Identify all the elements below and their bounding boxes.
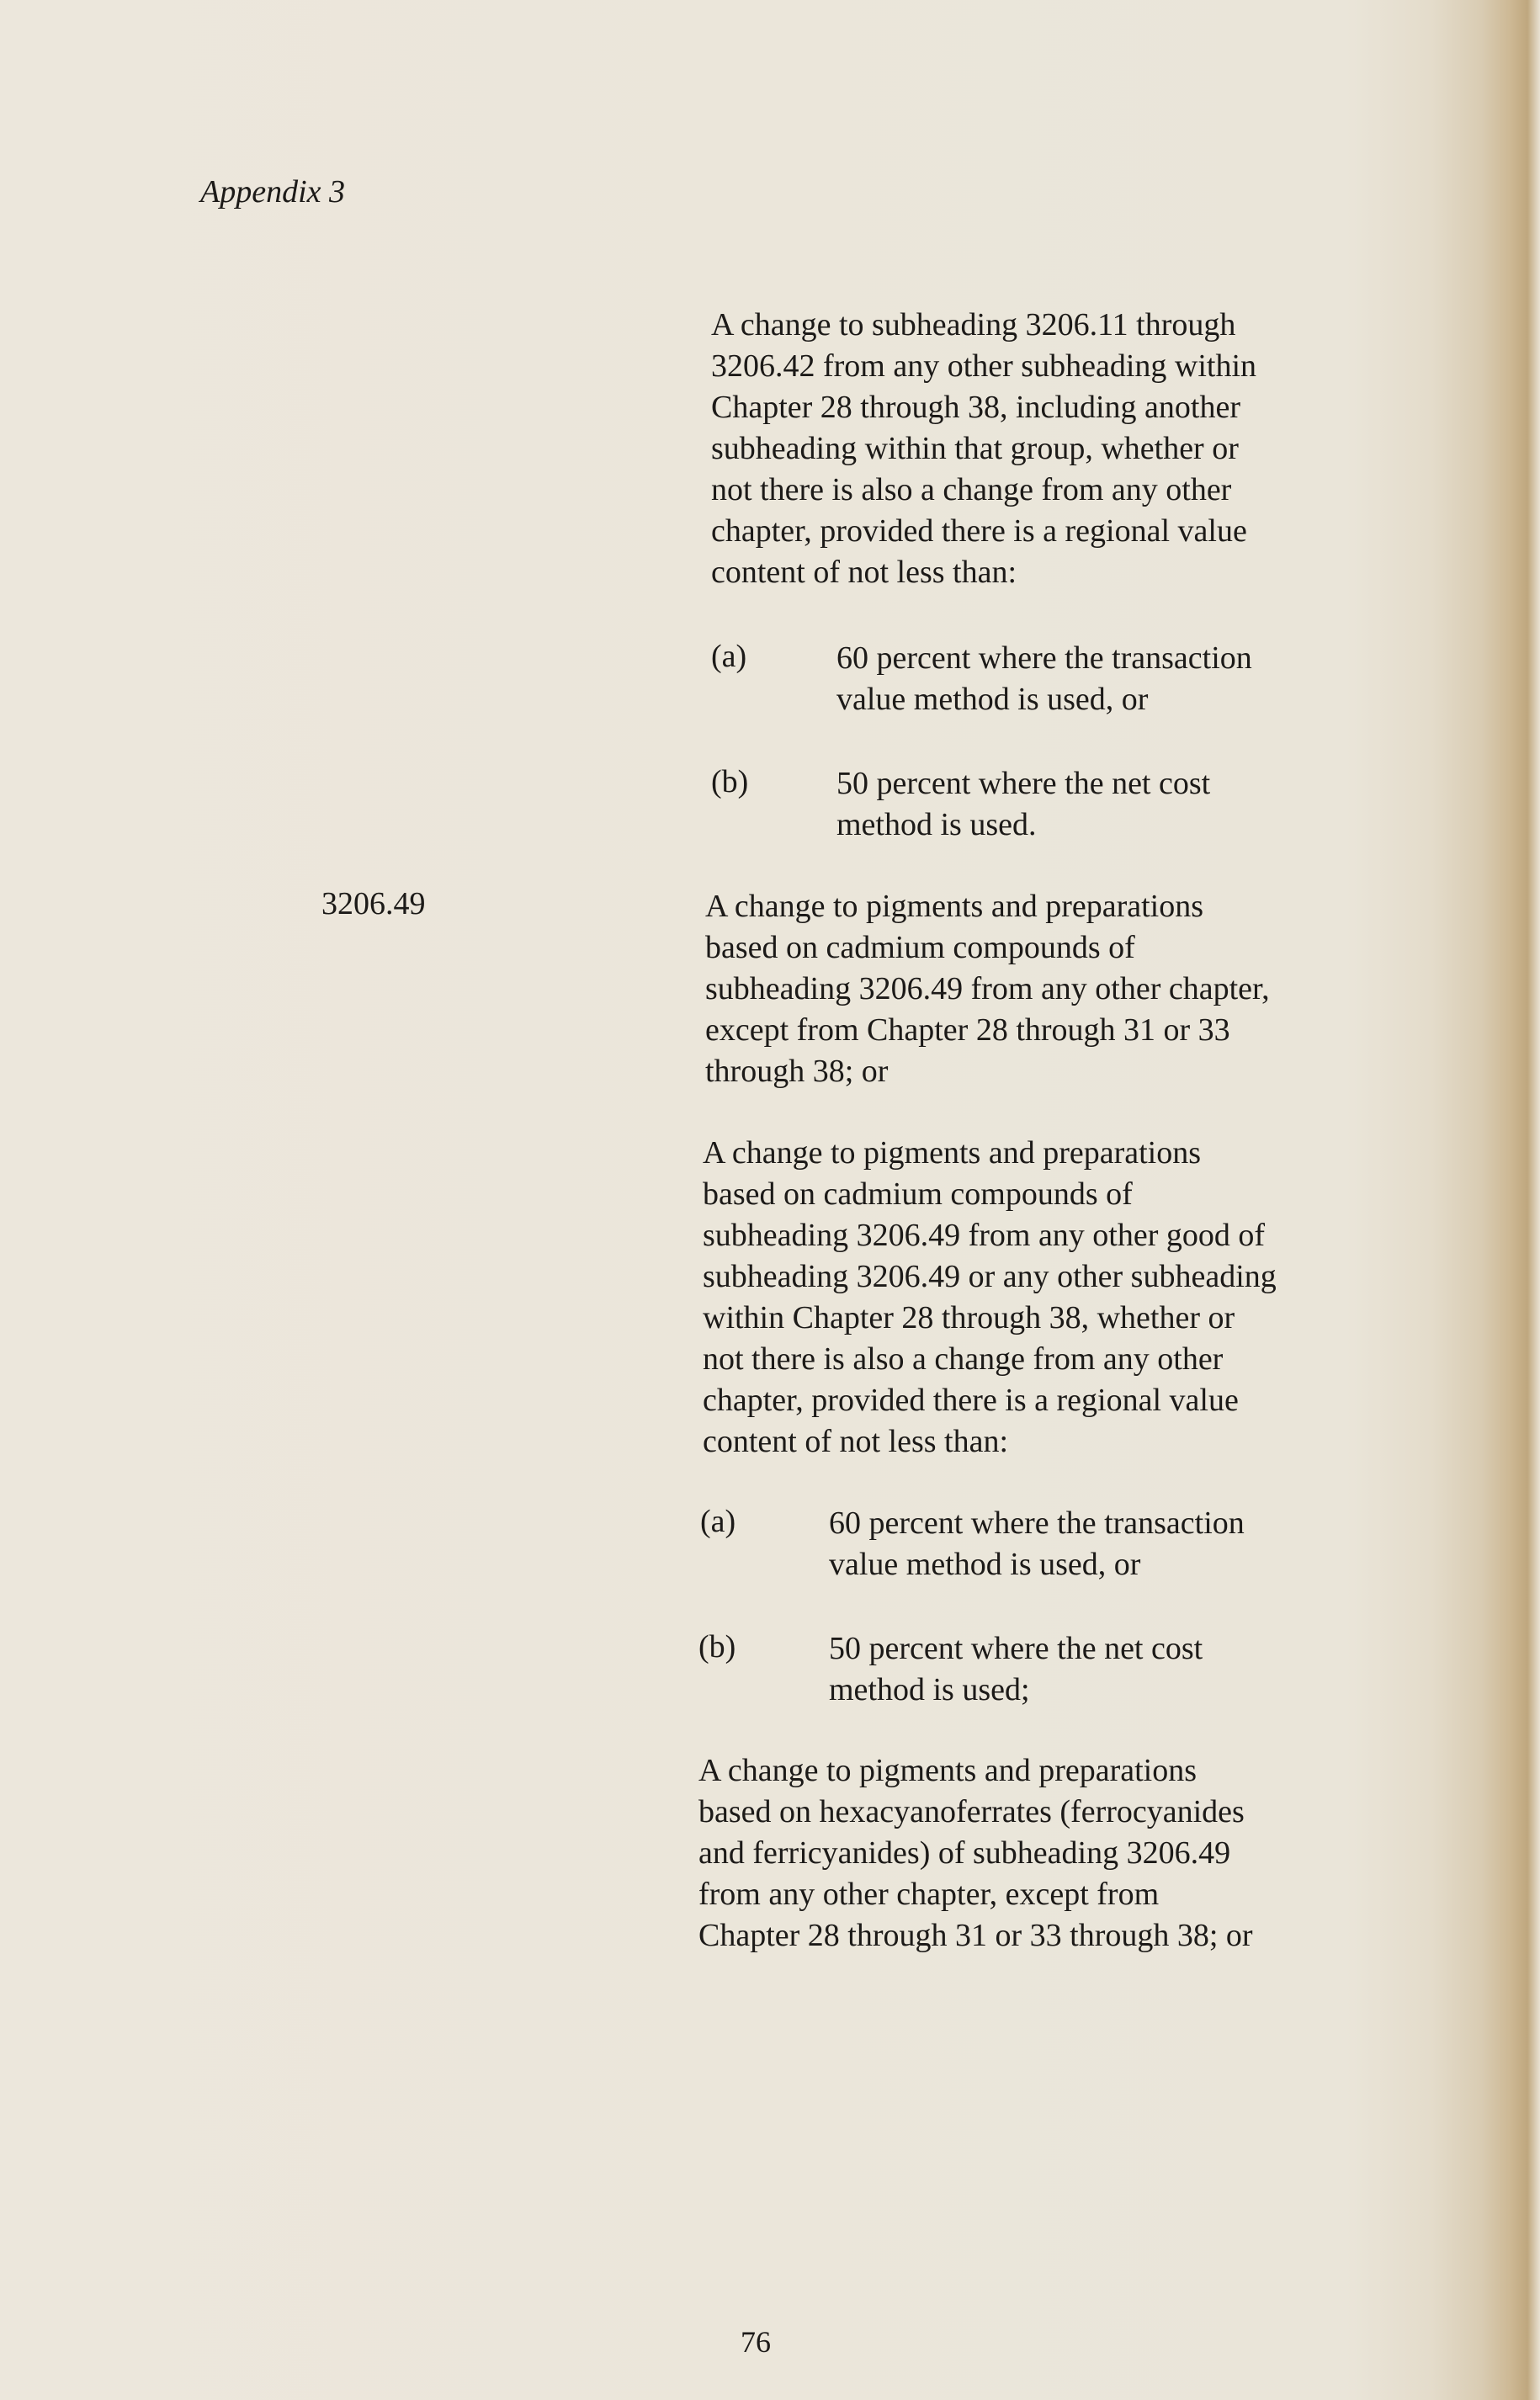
text-line: through 38; or xyxy=(705,1054,889,1089)
text-line: 50 percent where the net cost xyxy=(836,766,1211,801)
text-line: content of not less than: xyxy=(711,555,1017,590)
text-line: A change to pigments and preparations xyxy=(703,1135,1202,1171)
text-line: A change to pigments and preparations xyxy=(698,1753,1197,1788)
text-line: A change to subheading 3206.11 through xyxy=(711,307,1236,342)
text-line: method is used. xyxy=(836,807,1037,842)
text-line: chapter, provided there is a regional value xyxy=(703,1383,1239,1418)
text-line: Chapter 28 through 31 or 33 through 38; or xyxy=(698,1918,1253,1953)
text-line: except from Chapter 28 through 31 or 33 xyxy=(705,1012,1230,1048)
list-label-a: (a) xyxy=(700,1504,736,1539)
text-line: based on cadmium compounds of xyxy=(705,930,1135,965)
text-line: subheading 3206.49 from any other good of xyxy=(703,1218,1266,1253)
text-line: value method is used, or xyxy=(829,1547,1141,1582)
list-item-a xyxy=(836,638,1252,720)
text-line: not there is also a change from any other xyxy=(711,472,1232,507)
page-number: 76 xyxy=(741,2325,771,2359)
text-line: 60 percent where the transaction xyxy=(836,640,1252,676)
text-line: subheading 3206.49 or any other subheading xyxy=(703,1259,1277,1294)
list-item-b xyxy=(829,1628,1203,1711)
rule-paragraph-hexacyanoferrates xyxy=(698,1750,1253,1957)
text-line: method is used; xyxy=(829,1672,1030,1707)
text-line: subheading 3206.49 from any other chapter, xyxy=(705,971,1270,1006)
text-line: based on cadmium compounds of xyxy=(703,1176,1133,1212)
subheading-code: 3206.49 xyxy=(321,886,426,921)
text-line: and ferricyanides) of subheading 3206.49 xyxy=(698,1835,1231,1871)
text-line: from any other chapter, except from xyxy=(698,1877,1160,1912)
rule-paragraph-3206-11 xyxy=(711,305,1256,593)
text-line: content of not less than: xyxy=(703,1424,1009,1459)
text-line: within Chapter 28 through 38, whether or xyxy=(703,1300,1235,1335)
list-label-b: (b) xyxy=(711,764,749,799)
text-line: 50 percent where the net cost xyxy=(829,1631,1203,1666)
text-line: Chapter 28 through 38, including another xyxy=(711,390,1240,425)
text-line: value method is used, or xyxy=(836,682,1149,717)
list-item-b xyxy=(836,763,1210,846)
text-line: based on hexacyanoferrates (ferrocyanides xyxy=(698,1794,1245,1829)
text-line: 3206.42 from any other subheading within xyxy=(711,348,1257,384)
rule-paragraph-cadmium-rvc xyxy=(703,1133,1277,1463)
list-item-a xyxy=(829,1503,1245,1585)
list-label-b: (b) xyxy=(698,1629,736,1665)
rule-paragraph-cadmium-chapter xyxy=(705,886,1270,1092)
text-line: A change to pigments and preparations xyxy=(705,889,1204,924)
text-line: subheading within that group, whether or xyxy=(711,431,1239,466)
list-label-a: (a) xyxy=(711,639,747,674)
text-line: chapter, provided there is a regional value xyxy=(711,513,1247,549)
running-header: Appendix 3 xyxy=(200,174,346,210)
text-line: not there is also a change from any other xyxy=(703,1341,1224,1377)
text-line: 60 percent where the transaction xyxy=(829,1505,1245,1541)
